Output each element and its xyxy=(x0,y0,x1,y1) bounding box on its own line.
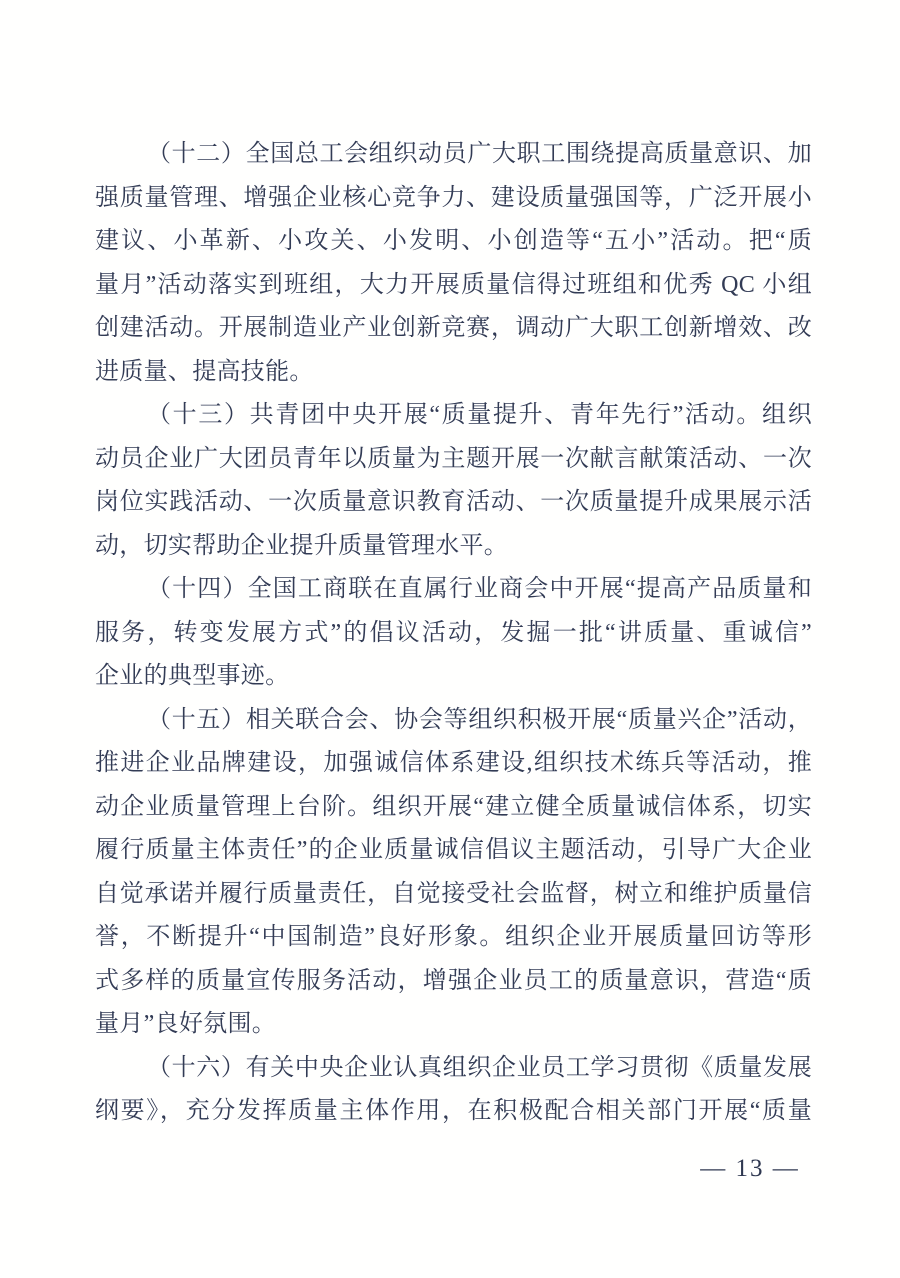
document-line: 动企业质量管理上台阶。组织开展“建立健全质量诚信体系，切实 xyxy=(95,793,812,820)
document-line: 履行质量主体责任”的企业质量诚信倡议主题活动，引导广大企业 xyxy=(95,837,812,863)
document-line: （十六）有关中央企业认真组织企业员工学习贯彻《质量发展 xyxy=(147,1054,812,1081)
paragraph-item-16 xyxy=(95,1047,812,1134)
document-line: 动员企业广大团员青年以质量为主题开展一次献言献策活动、一次 xyxy=(95,445,812,472)
document-line: 量月”活动落实到班组，大力开展质量信得过班组和优秀 QC 小组 xyxy=(95,271,812,298)
document-line: 动，切实帮助企业提升质量管理水平。 xyxy=(95,532,509,559)
document-line: 服务，转变发展方式”的倡议活动，发掘一批“讲质量、重诚信” xyxy=(95,619,812,646)
document-line: 建议、小革新、小攻关、小发明、小创造等“五小”活动。把“质 xyxy=(95,228,812,254)
document-text-block xyxy=(95,133,812,1134)
document-line: （十四）全国工商联在直属行业商会中开展“提高产品质量和 xyxy=(147,576,812,602)
paragraph-item-15 xyxy=(95,699,812,1047)
paragraph-item-12 xyxy=(95,133,812,394)
document-line: 纲要》，充分发挥质量主体作用，在积极配合相关部门开展“质量 xyxy=(95,1098,812,1124)
document-line: 岗位实践活动、一次质量意识教育活动、一次质量提升成果展示活 xyxy=(95,489,812,515)
paragraph-item-14 xyxy=(95,568,812,699)
document-line: 誉，不断提升“中国制造”良好形象。组织企业开展质量回访等形 xyxy=(95,924,812,950)
document-line: 推进企业品牌建设，加强诚信体系建设,组织技术练兵等活动，推 xyxy=(95,750,812,776)
document-line: 强质量管理、增强企业核心竞争力、建设质量强国等，广泛开展小 xyxy=(95,184,812,211)
document-line: （十五）相关联合会、协会等组织积极开展“质量兴企”活动， xyxy=(147,706,812,733)
page-number: — 13 — xyxy=(700,1155,800,1182)
document-line: 企业的典型事迹。 xyxy=(95,663,290,689)
document-line: 式多样的质量宣传服务活动，增强企业员工的质量意识，营造“质 xyxy=(95,967,812,994)
document-line: 量月”良好氛围。 xyxy=(95,1011,277,1037)
document-line: 自觉承诺并履行质量责任，自觉接受社会监督，树立和维护质量信 xyxy=(95,880,812,907)
document-line: 进质量、提高技能。 xyxy=(95,358,314,385)
paragraph-item-13 xyxy=(95,394,812,568)
document-line: 创建活动。开展制造业产业创新竞赛，调动广大职工创新增效、改 xyxy=(95,315,812,341)
document-line: （十二）全国总工会组织动员广大职工围绕提高质量意识、加 xyxy=(147,141,812,167)
document-line: （十三）共青团中央开展“质量提升、青年先行”活动。组织 xyxy=(147,402,812,428)
